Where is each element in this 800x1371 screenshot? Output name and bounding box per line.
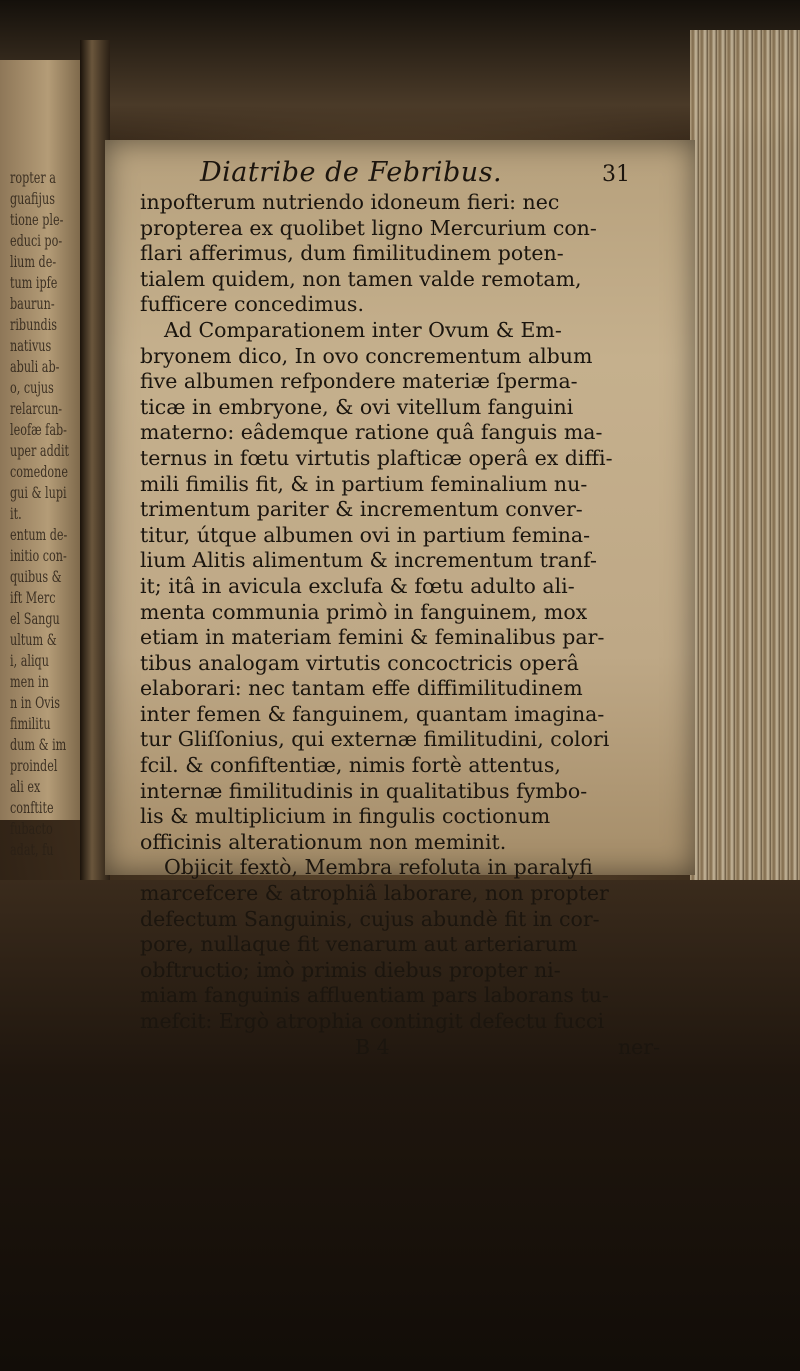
text-line: pore, nullaque fit venarum aut arteriarum [140, 932, 578, 957]
text-line: marcefcere & atrophiâ laborare, non propter [140, 881, 609, 906]
left-page-fragment: conftite [10, 798, 54, 817]
left-page-fragment: ribundis [10, 315, 58, 334]
text-line: inter femen & fanguinem, quantam imagina- [140, 701, 605, 726]
catchword: ner- [617, 1034, 660, 1059]
left-page-fragment: gui & lupi [10, 483, 67, 502]
text-line: officinis alterationum non meminit. [140, 829, 507, 854]
text-line: obftructio; imò primis diebus propter ni- [140, 957, 561, 982]
left-page-fragment: educi po- [10, 231, 63, 250]
text-line: fufficere concedimus. [140, 292, 364, 317]
text-line: internæ fimilitudinis in qualitatibus fymbo- [140, 778, 588, 803]
left-page-fragment: quibus & [10, 567, 62, 586]
text-line: elaborari: nec tantam effe diffimilitudinem [140, 676, 583, 701]
text-line: trimentum pariter & incrementum conver- [140, 497, 583, 522]
left-page-fragment: adat, fu [10, 840, 54, 859]
left-page-fragment: leofæ fab- [10, 420, 67, 439]
left-page-fragment: lium de- [10, 252, 57, 271]
left-page-fragment: fimilitu [10, 714, 51, 733]
left-page-fragment: n in Ovis [10, 693, 60, 712]
left-page-fragment: dum & im [10, 735, 67, 754]
left-page-fragment: i, aliqu [10, 651, 49, 670]
text-line: tialem quidem, non tamen valde remotam, [140, 266, 582, 291]
left-page-fragment: abuli ab- [10, 357, 60, 376]
left-page-fragment: nativus [10, 336, 52, 355]
text-line: etiam in materiam femini & feminalibus par- [140, 625, 605, 650]
left-page-fragment: it. [10, 504, 22, 523]
page-header [200, 157, 630, 193]
left-page-fragment: initio con- [10, 546, 67, 565]
left-page-fragment: baurun- [10, 294, 55, 313]
text-line: materno: eâdemque ratione quâ fanguis ma- [140, 420, 603, 445]
left-page-fragment: tum ipfe [10, 273, 58, 292]
left-page-fragment: el Sangu [10, 609, 60, 628]
text-line: bryonem dico, In ovo concrementum album [140, 343, 593, 368]
text-line: ternus in fœtu virtutis plafticæ operâ ex diffi- [140, 445, 613, 470]
left-page-fragment: ali ex [10, 777, 41, 796]
page-number: 31 [602, 162, 630, 187]
left-page-fragment: relarcun- [10, 399, 63, 418]
text-line: five albumen refpondere materiæ ſperma- [140, 369, 578, 394]
left-page-fragment: men in [10, 672, 49, 691]
text-line: lium Alitis alimentum & incrementum tranf- [140, 548, 597, 573]
left-page-fragment: ift Merc [10, 588, 56, 607]
signature-mark: B 4 [355, 1034, 390, 1059]
text-line: defectum Sanguinis, cujus abundè fit in cor- [140, 906, 600, 931]
left-page-fragment: fubacto [10, 819, 53, 838]
left-page-fragment: ropter a [10, 168, 56, 187]
running-title: Diatribe de Febribus. [200, 157, 503, 188]
text-line: ticæ in embryone, & ovi vitellum fanguini [140, 394, 574, 419]
left-page-fragment: guafijus [10, 189, 55, 208]
text-line: it; itâ in avicula exclufa & fœtu adulto ali- [140, 573, 575, 598]
top-blur-region [0, 0, 800, 150]
text-line: lis & multiplicium in fingulis coctionum [140, 804, 551, 829]
left-page-fragment: ultum & [10, 630, 57, 649]
text-line: mili fimilis fit, & in partium feminalium nu- [140, 471, 588, 496]
text-line: titur, útque albumen ovi in partium femina- [140, 522, 591, 547]
text-line: miam fanguinis affluentiam pars laborans tu- [140, 983, 609, 1008]
text-line: fcil. & confiftentiæ, nimis fortè attentus, [140, 753, 561, 778]
left-page-fragment: tione ple- [10, 210, 64, 229]
left-page-fragment: comedone [10, 462, 69, 481]
left-page-fragment: entum de- [10, 525, 68, 544]
left-page-fragment: o, cujus [10, 378, 54, 397]
text-line: tibus analogam virtutis concoctricis operâ [140, 650, 579, 675]
text-line: menta communia primò in fanguinem, mox [140, 599, 588, 624]
paragraph-start-line: Objicit fextò, Membra refoluta in paralyfi [164, 855, 593, 880]
left-page-edge [0, 60, 80, 859]
left-page-fragment: uper addit [10, 441, 70, 460]
left-page-fragment: proindel [10, 756, 58, 775]
text-line: inpofterum nutriendo idoneum fieri: nec [140, 190, 560, 214]
text-line: flari afferimus, dum fimilitudinem poten- [140, 241, 564, 266]
text-line: tur Gliſſonius, qui externæ fimilitudini, colori [140, 727, 610, 752]
page-footer [140, 1035, 690, 1061]
page-text [140, 190, 690, 1060]
paragraph-start-line: Ad Comparationem inter Ovum & Em- [164, 317, 562, 342]
text-line: propterea ex quolibet ligno Mercurium con- [140, 215, 597, 240]
text-line: mefcit: Ergò atrophia contingit defectu fucci [140, 1009, 605, 1033]
